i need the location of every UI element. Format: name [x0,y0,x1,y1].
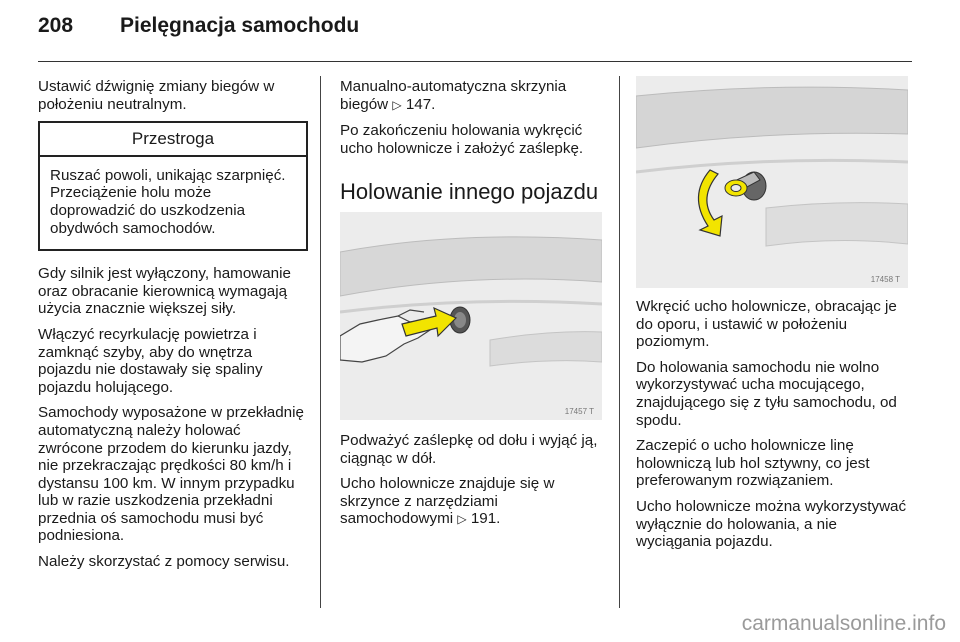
column-2 [340,78,602,205]
paragraph: Do holowania samochodu nie wolno wykorzystywać ucha mocującego, znajdującego się z tyłu samochodu, od spodu. [636,358,897,429]
page-reference[interactable]: 191. [470,510,501,528]
page-number: 208 [38,14,74,37]
figure-label: 17458 T [870,275,900,284]
paragraph [340,475,602,529]
watermark: carmanualsonline.info [741,612,946,635]
paragraph: Ustawić dźwignię zmiany biegów w położeniu neutralnym. [38,78,275,113]
paragraph: Należy skorzystać z pomocy serwisu. [38,553,290,571]
column-2-lower [340,432,602,537]
figure-tow-eye-install [636,76,908,288]
paragraph: Wkręcić ucho holownicze, obracając je do oporu, i ustawić w położeniu poziomym. [636,298,897,351]
tow-eye-illustration [636,76,908,288]
bumper-cover-illustration [340,212,602,420]
figure-tow-eye-cover [340,212,602,420]
paragraph: Ucho holownicze można wykorzystywać wyłącznie do holowania, a nie wyciągania pojazdu. [636,497,907,551]
caution-title: Przestroga [40,123,306,157]
page-title: Pielęgnacja samochodu [120,14,360,37]
paragraph: Zaczepić o ucho holownicze linę holowniczą lub hol sztywny, co jest preferowanym rozwiązaniem. [636,437,870,490]
column-divider [619,76,620,608]
column-divider [320,76,321,608]
page-reference-arrow-icon: ▷ [392,97,402,112]
paragraph: Gdy silnik jest wyłączony, hamowanie oraz obracanie kierownicą wymagają użycia znacznie większej siły. [38,265,291,318]
paragraph-text: Manualno-automatyczna skrzynia biegów [340,78,567,113]
figure-label: 17457 T [564,407,594,416]
page-reference-arrow-icon: ▷ [457,512,467,527]
caution-box [38,121,308,251]
header-rule [38,61,912,62]
paragraph: Po zakończeniu holowania wykręcić ucho holownicze i założyć zaślepkę. [340,122,584,157]
paragraph-text: Ucho holownicze znajduje się w skrzynce z narzędziami samochodowymi [340,475,555,528]
paragraph: Włączyć recyrkulację powietrza i zamknąć szyby, aby do wnętrza pojazdu nie dostawały się spaliny pojazdu holującego. [38,325,263,396]
column-1 [38,78,308,579]
section-heading: Holowanie innego pojazdu [340,179,599,205]
caution-text: Ruszać powoli, unikając szarpnięć. Przeciążenie holu może doprowadzić do uszkodzenia obydwóch samochodów. [50,166,286,237]
paragraph: Podważyć zaślepkę od dołu i wyjąć ją, ciągnąc w dół. [340,432,598,467]
page-reference[interactable]: 147. [405,95,436,113]
column-3 [636,298,908,559]
paragraph [340,78,602,114]
paragraph: Samochody wyposażone w przekładnię automatyczną należy holować zwrócone przodem do kierunku jazdy, nie przekraczając prędkości 80 km/h i dystansu 100 km. W innym przypadku lub w razie uszkodzenia przekładni przednia oś samochodu musi być podniesiona. [38,404,304,545]
